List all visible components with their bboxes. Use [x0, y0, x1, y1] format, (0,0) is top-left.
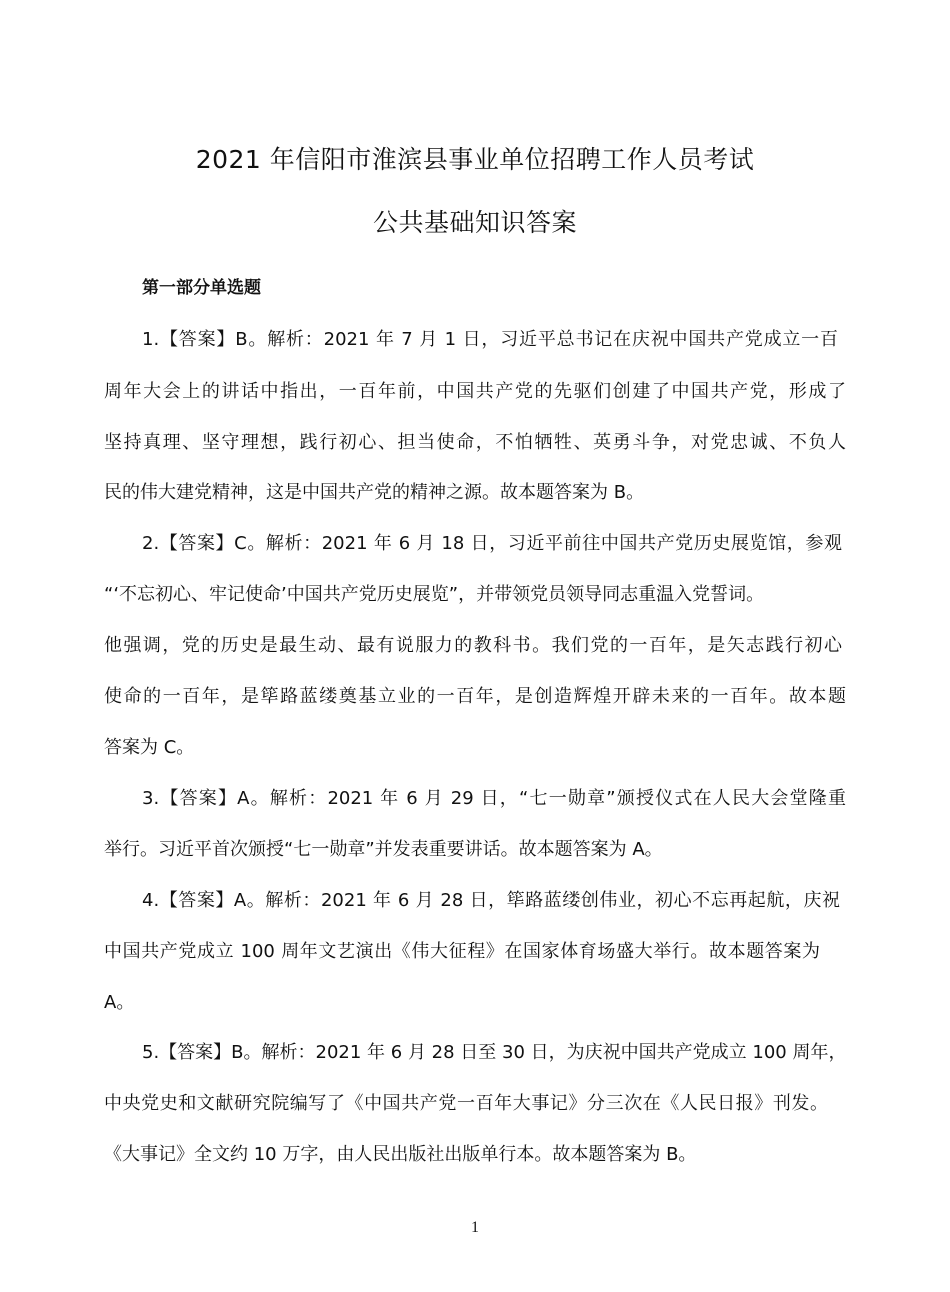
- answer-1-line-1: 1.【答案】B。解析：2021 年 7 月 1 日，习近平总书记在庆祝中国共产党成立一百: [142, 329, 838, 350]
- answer-4-line-2: 中国共产党成立 100 周年文艺演出《伟大征程》在国家体育场盛大举行。故本题答案为: [104, 941, 820, 962]
- answer-4-line-1: 4.【答案】A。解析：2021 年 6 月 28 日，筚路蓝缕创伟业，初心不忘再起航，庆祝: [142, 890, 840, 911]
- answer-4-line-3: A。: [104, 992, 135, 1013]
- answer-2-line-1: 2.【答案】C。解析：2021 年 6 月 18 日，习近平前往中国共产党历史展览馆，参观: [142, 533, 842, 554]
- answer-2-line-3: 他强调，党的历史是最生动、最有说服力的教科书。我们党的一百年，是矢志践行初心: [104, 635, 842, 656]
- answer-2-line-5: 答案为 C。: [104, 737, 195, 758]
- answer-2-line-2: “‘不忘初心、牢记使命’中国共产党历史展览”，并带领党员领导同志重温入党誓词。: [104, 584, 765, 605]
- answer-1-line-4: 民的伟大建党精神，这是中国共产党的精神之源。故本题答案为 B。: [104, 482, 645, 503]
- answer-2-line-4: 使命的一百年，是筚路蓝缕奠基立业的一百年，是创造辉煌开辟未来的一百年。故本题: [104, 686, 846, 707]
- title-line-1: 2021 年信阳市淮滨县事业单位招聘工作人员考试: [195, 145, 755, 174]
- answer-1-line-3: 坚持真理、坚守理想，践行初心、担当使命，不怕牺牲、英勇斗争，对党忠诚、不负人: [104, 432, 846, 453]
- page-number: 1: [471, 1219, 479, 1236]
- section-heading: 第一部分单选题: [142, 278, 261, 298]
- answer-5-line-1: 5.【答案】B。解析：2021 年 6 月 28 日至 30 日，为庆祝中国共产党成立 100 周年，: [142, 1042, 847, 1063]
- answer-5-line-2: 中央党史和文献研究院编写了《中国共产党一百年大事记》分三次在《人民日报》刊发。: [104, 1093, 828, 1114]
- answer-1-line-2: 周年大会上的讲话中指出，一百年前，中国共产党的先驱们创建了中国共产党，形成了: [104, 381, 846, 402]
- answer-5-line-3: 《大事记》全文约 10 万字，由人民出版社出版单行本。故本题答案为 B。: [104, 1144, 697, 1165]
- answer-3-line-2: 举行。习近平首次颁授“七一勋章”并发表重要讲话。故本题答案为 A。: [104, 839, 663, 860]
- answer-3-line-1: 3.【答案】A。解析：2021 年 6 月 29 日，“七一勋章”颁授仪式在人民大会堂隆重: [142, 788, 846, 809]
- title-line-2: 公共基础知识答案: [372, 208, 577, 237]
